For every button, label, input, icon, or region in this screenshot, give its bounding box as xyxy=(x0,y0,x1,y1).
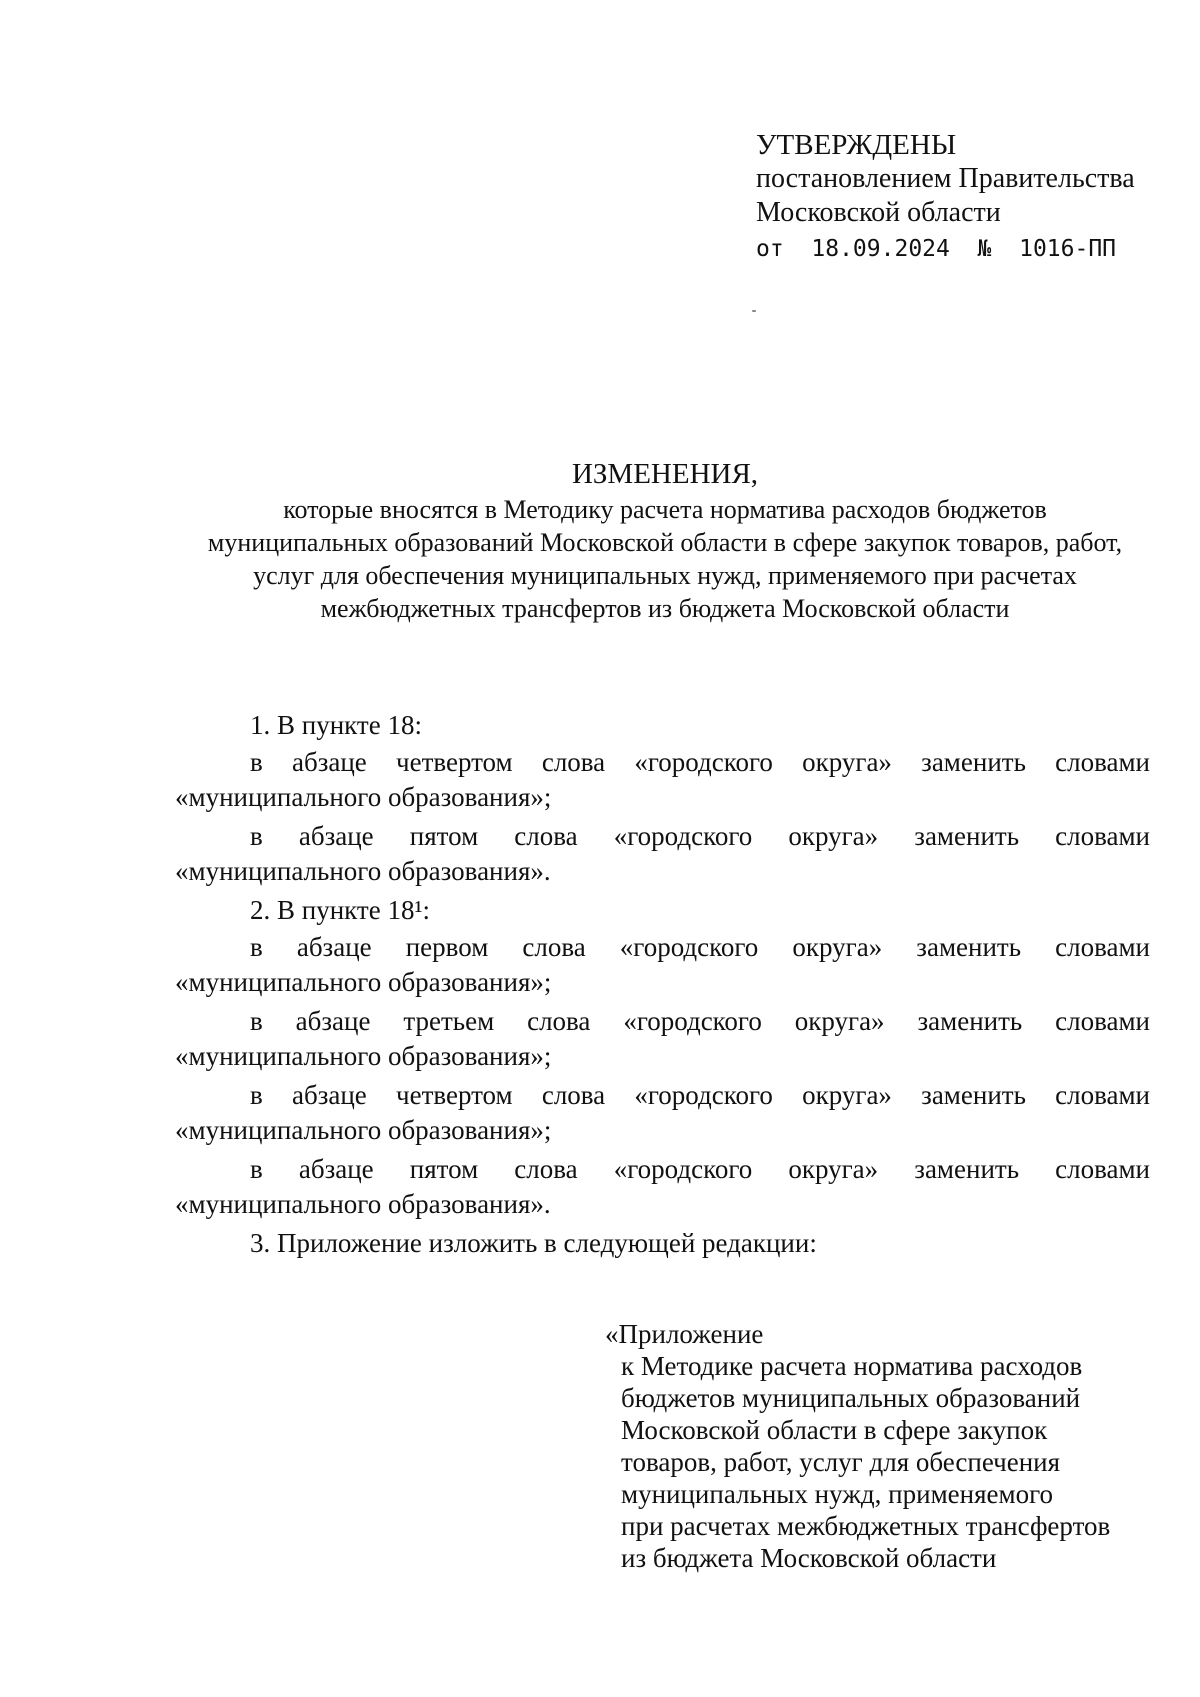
paragraph-first-line: в абзаце первом слова «городского округа» заменить словами xyxy=(250,932,1150,962)
document-body xyxy=(175,708,1150,1263)
approval-line-1: постановлением Правительства xyxy=(756,163,1135,194)
appendix-line: муниципальных нужд, применяемого xyxy=(621,1479,1053,1509)
appendix-line: «Приложение xyxy=(605,1319,764,1349)
appendix-line: товаров, работ, услуг для обеспечения xyxy=(621,1447,1061,1477)
paragraph-first-line: в абзаце третьем слова «городского округа» заменить словами xyxy=(250,1006,1150,1036)
appendix-line: из бюджета Московской области xyxy=(621,1543,997,1573)
approval-heading: УТВЕРЖДЕНЫ xyxy=(756,129,957,161)
scan-speck xyxy=(752,310,756,312)
paragraph-continuation: «муниципального образования»; xyxy=(175,782,552,812)
paragraph-continuation: «муниципального образования»; xyxy=(175,1115,552,1145)
appendix-header xyxy=(605,1318,1110,1574)
appendix-line: к Методике расчета норматива расходов xyxy=(621,1351,1083,1381)
appendix-line: Московской области в сфере закупок xyxy=(621,1415,1048,1445)
title-line: муниципальных образований Московской области в сфере закупок товаров, работ, xyxy=(207,528,1123,557)
paragraph-first-line: в абзаце четвертом слова «городского округа» заменить словами xyxy=(250,747,1150,777)
appendix-line: при расчетах межбюджетных трансфертов xyxy=(621,1511,1111,1541)
paragraph-continuation: «муниципального образования»; xyxy=(175,1041,552,1071)
approval-date-number: от 18.09.2024 № 1016-ПП xyxy=(756,236,1117,262)
approval-line-2: Московской области xyxy=(756,197,1001,228)
item-heading: 1. В пункте 18: xyxy=(250,710,422,740)
paragraph-first-line: в абзаце пятом слова «городского округа» заменить словами xyxy=(250,1154,1150,1184)
title-line: межбюджетных трансфертов из бюджета Московской области xyxy=(320,594,1010,623)
paragraph-continuation: «муниципального образования». xyxy=(175,856,551,886)
item-heading: 2. В пункте 18¹: xyxy=(250,895,431,925)
paragraph-continuation: «муниципального образования». xyxy=(175,1189,551,1219)
item-heading: 3. Приложение изложить в следующей редакции: xyxy=(250,1228,817,1258)
title-line: которые вносятся в Методику расчета норматива расходов бюджетов xyxy=(283,495,1047,524)
appendix-line: бюджетов муниципальных образований xyxy=(621,1383,1081,1413)
document-title xyxy=(160,455,1170,625)
title-heading: ИЗМЕНЕНИЯ, xyxy=(571,458,759,490)
paragraph-first-line: в абзаце четвертом слова «городского округа» заменить словами xyxy=(250,1080,1150,1110)
paragraph-first-line: в абзаце пятом слова «городского округа» заменить словами xyxy=(250,821,1150,851)
paragraph-continuation: «муниципального образования»; xyxy=(175,967,552,997)
title-line: услуг для обеспечения муниципальных нужд, применяемого при расчетах xyxy=(253,561,1077,590)
approval-block xyxy=(756,128,1135,266)
